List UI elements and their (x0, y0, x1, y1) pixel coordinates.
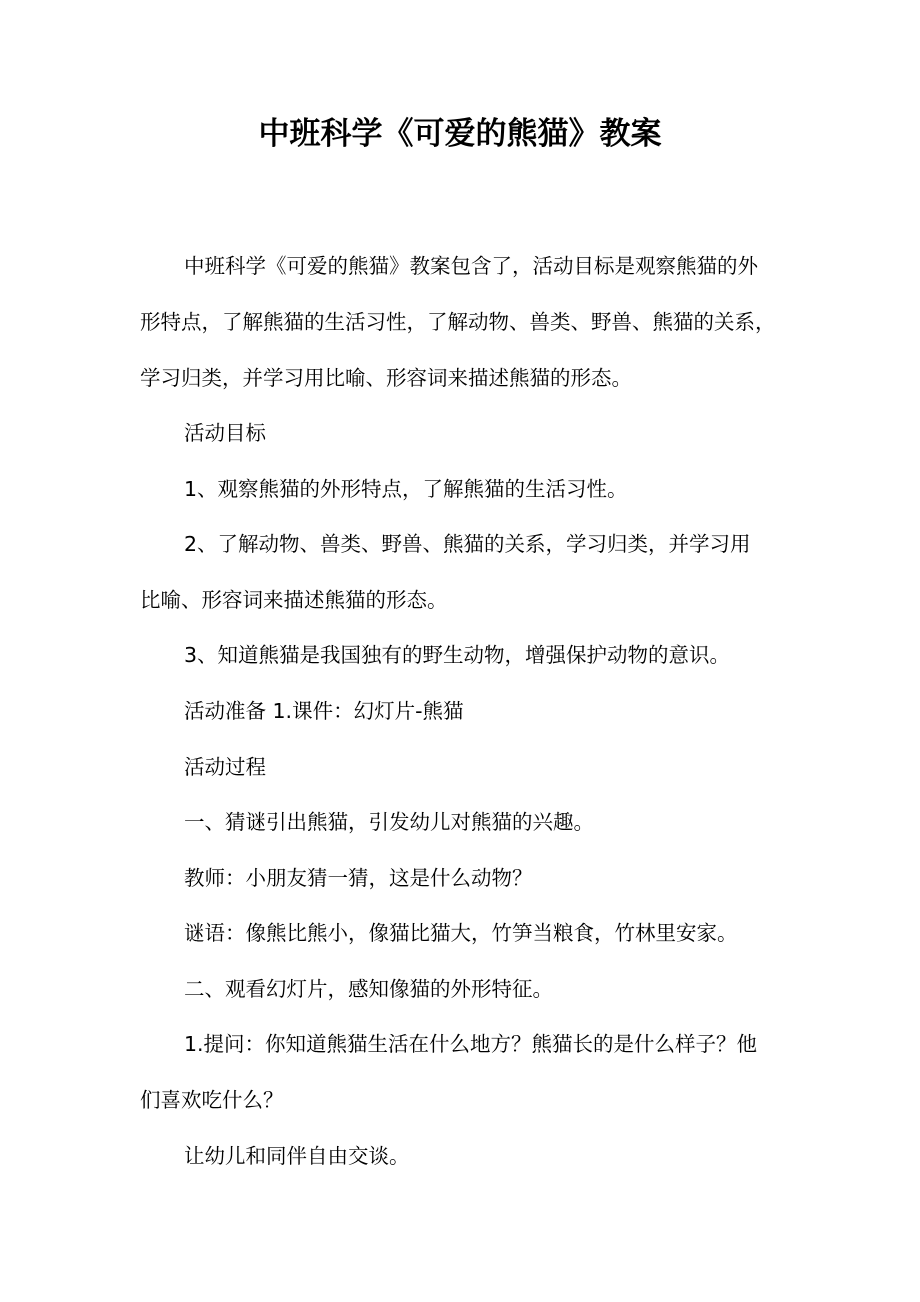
paragraph-line: 中班科学《可爱的熊猫》教案包含了，活动目标是观察熊猫的外 (184, 254, 758, 278)
list-item-continuation: 们喜欢吃什么？ (140, 1088, 284, 1112)
page-title: 中班科学《可爱的熊猫》教案 (258, 116, 662, 152)
paragraph-line: 让幼儿和同伴自由交谈。 (184, 1144, 410, 1168)
paragraph-line: 学习归类，并学习用比喻、形容词来描述熊猫的形态。 (140, 366, 632, 390)
list-item: 1.提问：你知道熊猫生活在什么地方？熊猫长的是什么样子？他 (184, 1032, 758, 1056)
list-item-continuation: 比喻、形容词来描述熊猫的形态。 (140, 588, 448, 612)
paragraph-line: 谜语：像熊比熊小，像猫比猫大，竹笋当粮食，竹林里安家。 (184, 921, 738, 945)
list-item: 2、了解动物、兽类、野兽、熊猫的关系，学习归类，并学习用 (184, 532, 751, 556)
section-heading: 活动准备 1.课件：幻灯片-熊猫 (184, 699, 464, 723)
paragraph-line: 形特点，了解熊猫的生活习性，了解动物、兽类、野兽、熊猫的关系， (140, 310, 776, 334)
list-item: 一、猜谜引出熊猫，引发幼儿对熊猫的兴趣。 (184, 810, 594, 834)
section-heading: 活动过程 (184, 755, 266, 779)
paragraph-line: 教师：小朋友猜一猜，这是什么动物？ (184, 866, 533, 890)
list-item: 1、观察熊猫的外形特点，了解熊猫的生活习性。 (184, 477, 628, 501)
list-item: 二、观看幻灯片，感知像猫的外形特征。 (184, 977, 553, 1001)
list-item: 3、知道熊猫是我国独有的野生动物，增强保护动物的意识。 (184, 643, 731, 667)
section-heading: 活动目标 (184, 421, 266, 445)
